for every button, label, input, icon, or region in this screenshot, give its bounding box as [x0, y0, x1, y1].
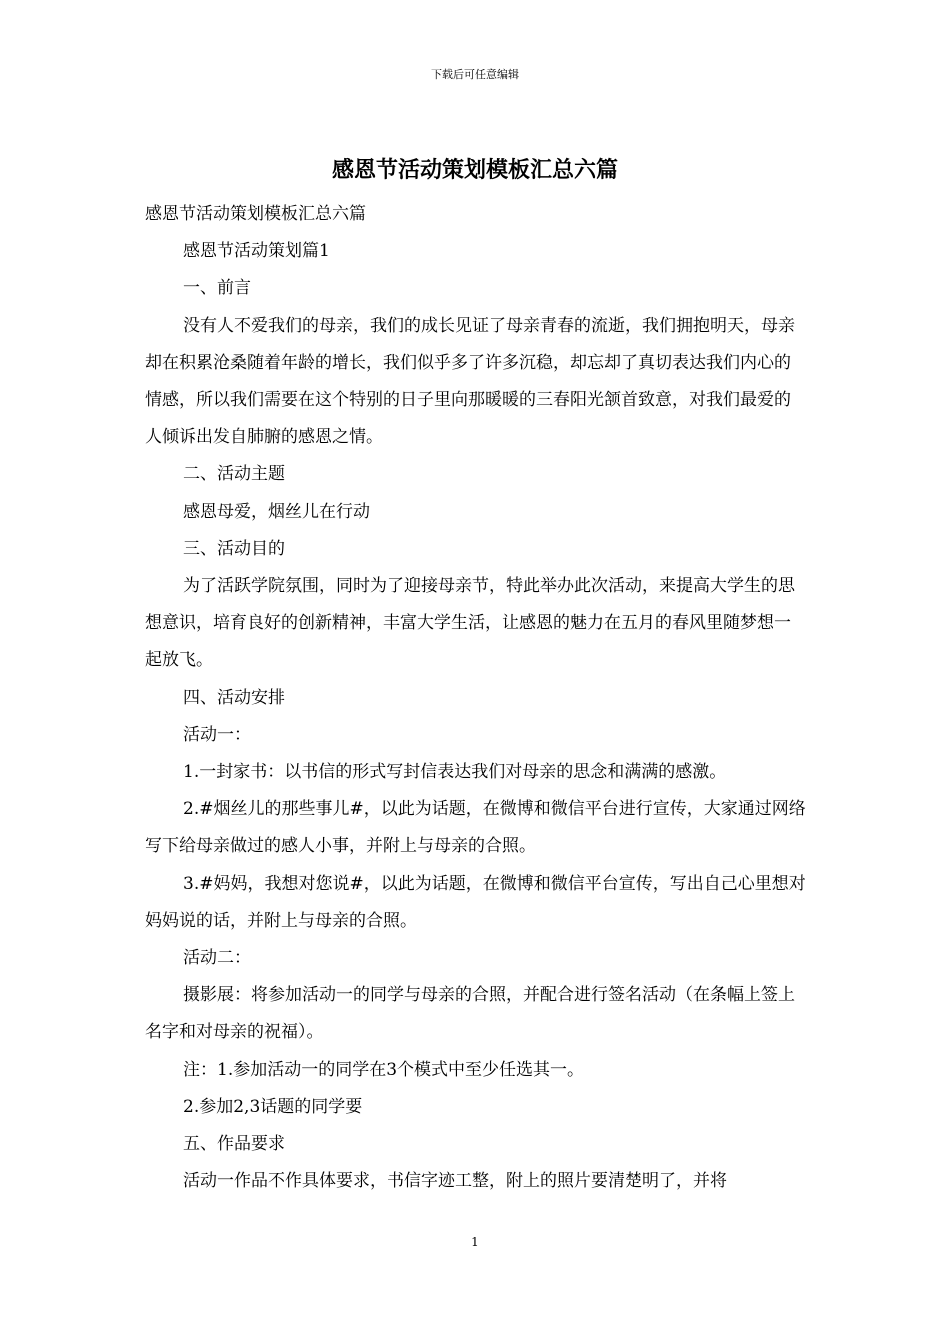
body-paragraph: 摄影展：将参加活动一的同学与母亲的合照，并配合进行签名活动（在条幅上签上名字和对母亲的祝福）。 [145, 985, 795, 1043]
body-paragraph: 没有人不爱我们的母亲，我们的成长见证了母亲青春的流逝，我们拥抱明天，母亲却在积累沧桑随着年龄的增长，我们似乎多了许多沉稳，却忘却了真切表达我们内心的情感，所以我们需要在这个特别的日子里向那暖暖的三春阳光颔首致意，对我们最爱的人倾诉出发自肺腑的感恩之情。 [145, 315, 795, 448]
body-paragraph: 为了活跃学院氛围，同时为了迎接母亲节，特此举办此次活动，来提高大学生的思想意识，培育良好的创新精神，丰富大学生活，让感恩的魅力在五月的春风里随梦想一起放飞。 [145, 576, 795, 671]
body-paragraph: 感恩母爱，烟丝儿在行动 [183, 501, 370, 522]
document-body [145, 196, 807, 1200]
page-header-note: 下载后可任意编辑 [431, 68, 519, 81]
body-paragraph: 3.#妈妈，我想对您说#，以此为话题，在微博和微信平台宣传，写出自己心里想对妈妈说的话，并附上与母亲的合照。 [145, 873, 806, 931]
body-paragraph: 1.一封家书：以书信的形式写封信表达我们对母亲的思念和满满的感激。 [183, 762, 727, 783]
body-paragraph: 活动一： [183, 724, 251, 745]
body-paragraph: 五、作品要求 [183, 1134, 285, 1155]
body-paragraph: 感恩节活动策划模板汇总六篇 [145, 204, 366, 224]
page-number: 1 [471, 1235, 479, 1249]
body-paragraph: 2.参加2,3话题的同学要 [183, 1096, 363, 1117]
document-title: 感恩节活动策划模板汇总六篇 [331, 157, 618, 183]
body-paragraph: 注：1.参加活动一的同学在3个模式中至少任选其一。 [183, 1059, 585, 1080]
body-paragraph: 活动二： [183, 948, 251, 969]
body-paragraph: 三、活动目的 [183, 538, 285, 559]
body-paragraph: 感恩节活动策划篇1 [183, 241, 330, 262]
body-paragraph: 四、活动安排 [183, 687, 285, 708]
body-paragraph: 2.#烟丝儿的那些事儿#，以此为话题，在微博和微信平台进行宣传，大家通过网络写下给母亲做过的感人小事，并附上与母亲的合照。 [145, 799, 806, 857]
body-paragraph: 二、活动主题 [183, 464, 285, 485]
body-paragraph: 活动一作品不作具体要求，书信字迹工整，附上的照片要清楚明了，并将 [183, 1171, 727, 1192]
body-paragraph: 一、前言 [183, 278, 251, 299]
